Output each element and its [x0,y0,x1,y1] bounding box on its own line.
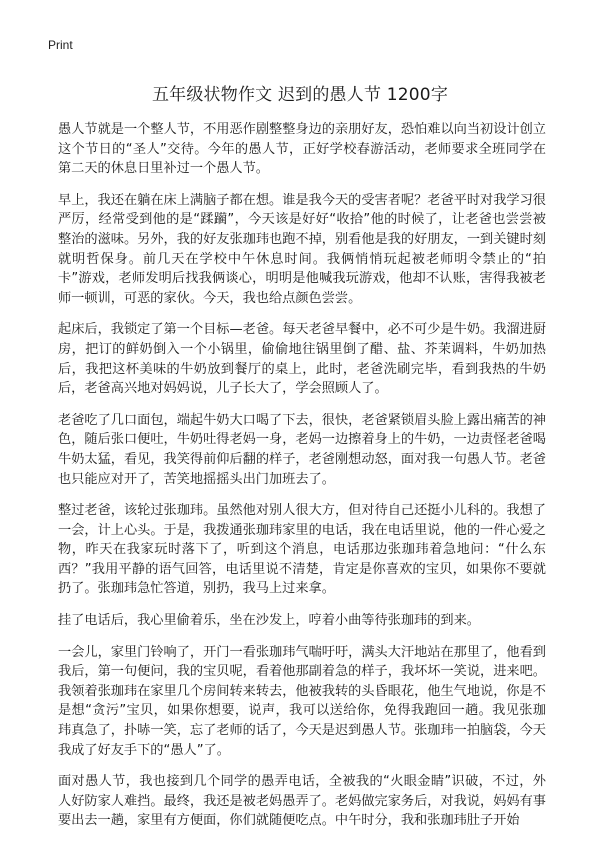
print-link[interactable]: Print [48,38,73,52]
paragraph-2: 早上，我还在躺在床上满脑子都在想。谁是我今天的受害者呢？老爸平时对我学习很严厉，经常受到他的是“蹂躏”，今天该是好好“收拾”他的时候了，让老爸也尝尝被整治的滋味。另外，我的好友张珈玮也跑不掉，别看他是我的好朋友，一到关键时刻就明哲保身。前几天在学校中午休息时间。我俩悄悄玩起被老师明令禁止的“拍卡”游戏，老师发明后找我俩谈心，明明是他喊我玩游戏，他却不认账，害得我被老师一顿训，可恶的家伙。今天，我也给点颜色尝尝。 [58,192,546,306]
paragraph-3: 起床后，我锁定了第一个目标—老爸。每天老爸早餐中，必不可少是牛奶。我溜进厨房，把订的鲜奶倒入一个小锅里，偷偷地往锅里倒了醋、盐、芥茉调料，牛奶加热后，我把这杯美味的牛奶放到餐厅的桌上，此时，老爸洗刷完毕，看到我热的牛奶后，老爸高兴地对妈妈说，儿子长大了，学会照顾人了。 [58,322,546,397]
paragraph-1: 愚人节就是一个整人节，不用恶作剧整整身边的亲朋好友，恐怕难以向当初设计创立这个节日的“圣人”交待。今年的愚人节，正好学校春游活动，老师要求全班同学在第二天的休息日里补过一个愚人节。 [58,122,546,177]
article-body [58,120,546,843]
article-title: 五年级状物作文 迟到的愚人节 1200字 [151,85,449,105]
paragraph-5: 整过老爸，该轮过张珈玮。虽然他对别人很大方，但对待自己还挺小儿科的。我想了一会，计上心头。于是，我拨通张珈玮家里的电话，我在电话里说，他的一件心爱之物，昨天在我家玩时落下了，听到这个消息，电话那边张珈玮着急地问：“什么东西？”我用平静的语气回答，电话里说不清楚，肯定是你喜欢的宝贝，如果你不要就扔了。张珈玮急忙答道，别扔，我马上过来拿。 [58,503,546,597]
paragraph-8: 面对愚人节，我也接到几个同学的愚弄电话，全被我的“火眼金睛”识破，不过，外人好防家人难挡。最终，我还是被老妈愚弄了。老妈做完家务后，对我说，妈妈有事要出去一趟，家里有方便面，你们就随便吃点。中午时分，我和张珈玮肚子开始 [58,774,546,829]
paragraph-7: 一会儿，家里门铃响了，开门一看张珈玮气喘吁吁，满头大汗地站在那里了，他看到我后，第一句便问，我的宝贝呢，看着他那副着急的样子，我坏坏一笑说，进来吧。我领着张珈玮在家里几个房间转来转去，他被我转的头昏眼花，他生气地说，你是不是想“贪污”宝贝，如果你想要，说声，我可以送给你，免得我跑回一趟。我见张珈玮真急了，扑哧一笑，忘了老师的话了，今天是迟到愚人节。张珈玮一拍脑袋，今天我成了好友手下的“愚人”了。 [58,644,546,758]
paragraph-6: 挂了电话后，我心里偷着乐，坐在沙发上，哼着小曲等待张珈玮的到来。 [58,613,480,629]
paragraph-4: 老爸吃了几口面包，端起牛奶大口喝了下去，很快，老爸紧锁眉头脸上露出痛苦的神色，随后张口便吐，牛奶吐得老妈一身，老妈一边擦着身上的牛奶，一边责怪老爸喝牛奶太猛，看见，我笑得前仰后翻的样子，老爸刚想动怒，面对我一句愚人节。老爸也只能应对开了，苦笑地摇摇头出门加班去了。 [58,412,546,487]
